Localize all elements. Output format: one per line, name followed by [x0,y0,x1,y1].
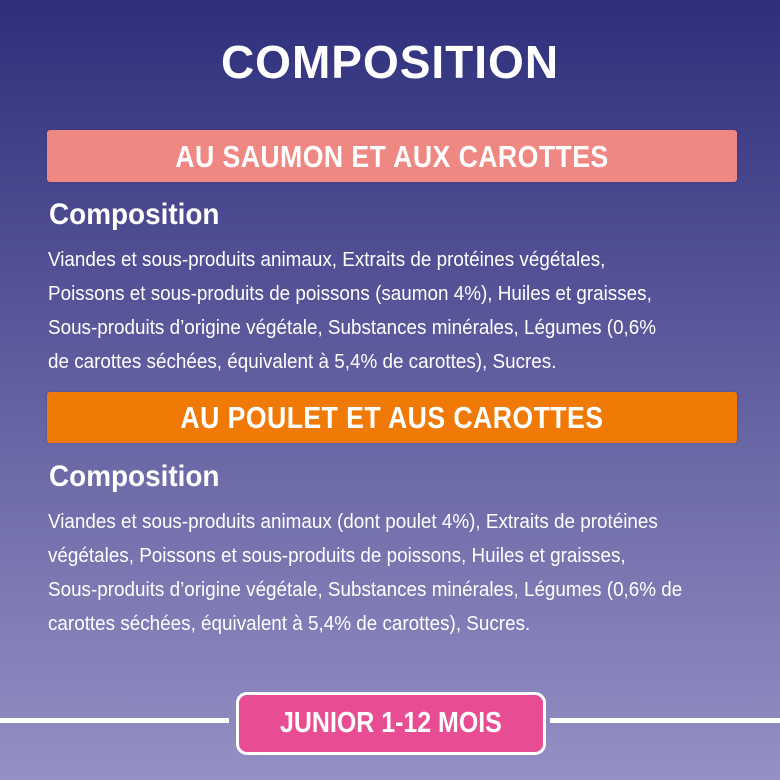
section-heading: Composition [49,198,220,231]
composition-line: de carottes séchées, équivalent à 5,4% de carottes), Sucres. [48,350,557,373]
composition-line: végétales, Poissons et sous-produits de poissons, Huiles et graisses, [48,544,626,567]
composition-text-salmon [48,243,692,379]
section-banner-label: AU SAUMON ET AUX CAROTTES [175,138,609,174]
composition-line: Viandes et sous-produits animaux, Extraits de protéines végétales, [48,248,606,271]
page-title: COMPOSITION [220,36,560,88]
section-heading: Composition [49,460,220,493]
divider-line-right [550,718,780,723]
composition-text-chicken [48,505,692,641]
section-banner-chicken [47,392,737,443]
section-banner-salmon [47,130,737,182]
composition-line: carottes séchées, équivalent à 5,4% de carottes), Sucres. [48,612,531,635]
section-banner-label: AU POULET ET AUS CAROTTES [180,400,604,435]
composition-line: Sous-produits d’origine végétale, Substances minérales, Légumes (0,6% de [48,578,683,601]
age-badge [236,692,546,755]
divider-line-left [0,718,229,723]
composition-line: Poissons et sous-produits de poissons (saumon 4%), Huiles et graisses, [48,282,652,305]
composition-line: Sous-produits d’origine végétale, Substances minérales, Légumes (0,6% [48,316,657,339]
composition-line: Viandes et sous-produits animaux (dont poulet 4%), Extraits de protéines [48,510,658,533]
age-badge-label: JUNIOR 1-12 MOIS [280,707,502,739]
